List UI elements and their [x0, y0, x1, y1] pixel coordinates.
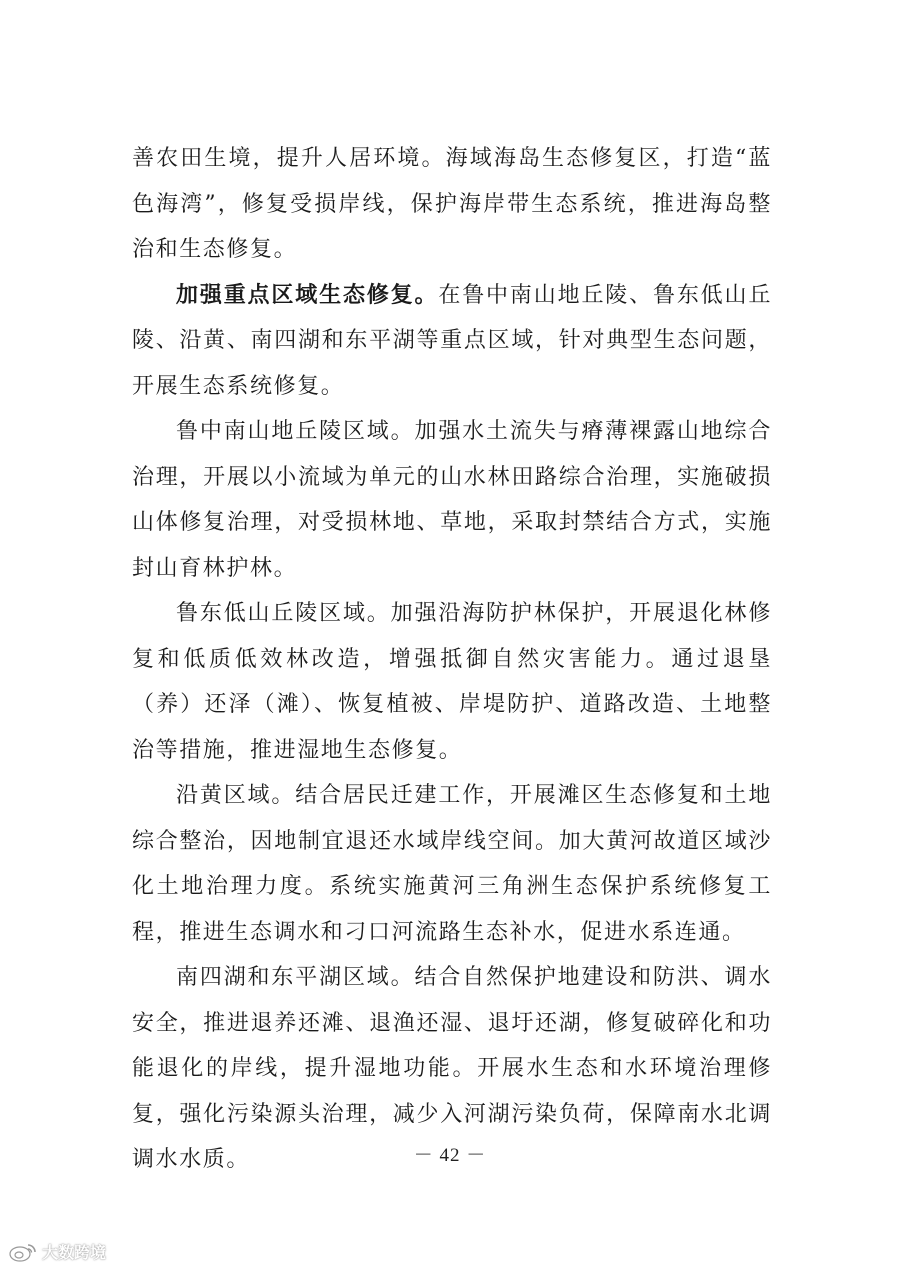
- paragraph-4: [132, 591, 772, 773]
- paragraph-lead: 加强重点区域生态修复。: [176, 281, 439, 308]
- paragraph-3: [132, 409, 772, 591]
- paragraph-text: 沿黄区域。结合居民迁建工作，开展滩区生态修复和土地综合整治，因地制宜退还水域岸线空间。加大黄河故道区域沙化土地治理力度。系统实施黄河三角洲生态保护系统修复工程，推进生态调水和刁口河流路生态补水，促进水系连通。: [132, 783, 772, 945]
- watermark: [8, 1240, 106, 1263]
- paragraph-1: [132, 136, 772, 273]
- paragraph-text: 善农田生境，提升人居环境。海域海岛生态修复区，打造“蓝色海湾”，修复受损岸线，保护海岸带生态系统，推进海岛整治和生态修复。: [132, 146, 772, 262]
- paragraph-text: 南四湖和东平湖区域。结合自然保护地建设和防洪、调水安全，推进退养还滩、退渔还湿、退圩还湖，修复破碎化和功能退化的岸线，提升湿地功能。开展水生态和水环境治理修复，强化污染源头治理，减少入河湖污染负荷，保障南水北调调水水质。: [132, 965, 772, 1172]
- paragraph-text: 鲁东低山丘陵区域。加强沿海防护林保护，开展退化林修复和低质低效林改造，增强抵御自然灾害能力。通过退垦（养）还泽（滩）、恢复植被、岸堤防护、道路改造、土地整治等措施，推进湿地生态修复。: [132, 601, 772, 763]
- paragraph-2: [132, 273, 772, 410]
- paragraph-text: 鲁中南山地丘陵区域。加强水土流失与瘠薄裸露山地综合治理，开展以小流域为单元的山水林田路综合治理，实施破损山体修复治理，对受损林地、草地，采取封禁结合方式，实施封山育林护林。: [132, 419, 772, 581]
- watermark-text: 大数跨境: [42, 1243, 107, 1262]
- weibo-logo-icon: [8, 1241, 38, 1263]
- paragraph-text: 在鲁中南山地丘陵、鲁东低山丘陵、沿黄、南四湖和东平湖等重点区域，针对典型生态问题，开展生态系统修复。: [132, 282, 772, 399]
- body-text: [132, 136, 772, 1183]
- page-number: － 42 －: [413, 1145, 487, 1166]
- paragraph-5: [132, 773, 772, 955]
